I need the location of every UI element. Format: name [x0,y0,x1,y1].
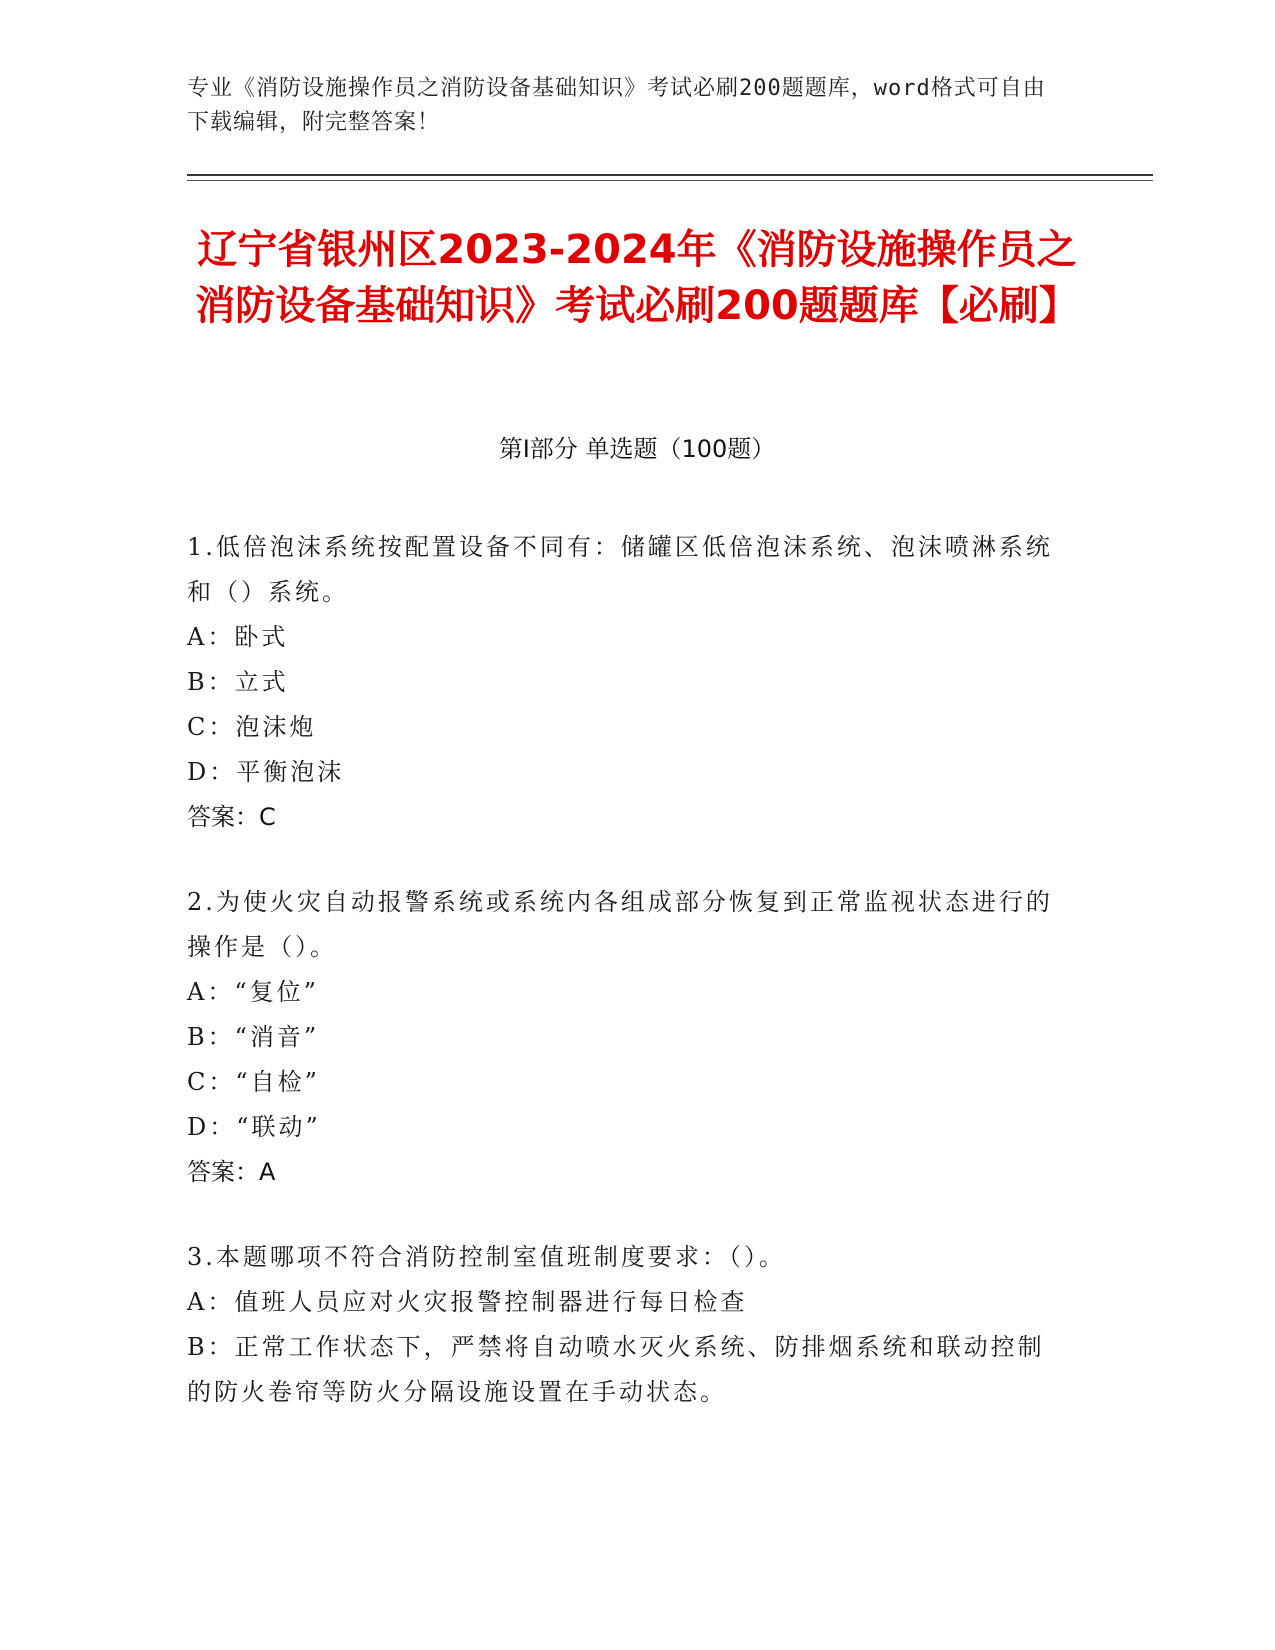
question-stem: 2.为使火灾自动报警系统或系统内各组成部分恢复到正常监视状态进行的操作是（）。 [187,888,1053,961]
option-d: D：平衡泡沫 [187,758,345,786]
question-stem: 1.低倍泡沫系统按配置设备不同有：储罐区低倍泡沫系统、泡沫喷淋系统和（）系统。 [187,533,1053,606]
option-a: A：卧式 [187,623,289,651]
answer-line: 答案：A [187,1158,276,1186]
option-c: C：泡沫炮 [187,713,317,741]
option-a: A：“复位” [187,978,319,1006]
option-b: B：正常工作状态下，严禁将自动喷水灭火系统、防排烟系统和联动控制的防火卷帘等防火分隔设施设置在手动状态。 [187,1333,1045,1406]
answer-line: 答案：C [187,803,276,831]
section-heading: 第I部分 单选题（100题） [498,435,776,463]
option-c: C：“自检” [187,1068,320,1096]
option-a: A：值班人员应对火灾报警控制器进行每日检查 [187,1288,748,1316]
option-d: D：“联动” [187,1113,321,1141]
header-divider-thin [187,180,1153,181]
option-b: B：“消音” [187,1023,320,1051]
header-note: 专业《消防设施操作员之消防设备基础知识》考试必刷200题题库，word格式可自由下载编辑，附完整答案！ [187,76,1046,135]
question-stem: 3.本题哪项不符合消防控制室值班制度要求：（）。 [187,1243,786,1271]
question-item [187,1235,1067,1415]
header-divider-thick [187,174,1153,176]
question-list [187,525,1067,1455]
question-item [187,525,1067,840]
option-b: B：立式 [187,668,289,696]
question-item [187,880,1067,1195]
document-title: 辽宁省银州区2023-2024年《消防设施操作员之消防设备基础知识》考试必刷200题题库【必刷】 [195,227,1079,329]
